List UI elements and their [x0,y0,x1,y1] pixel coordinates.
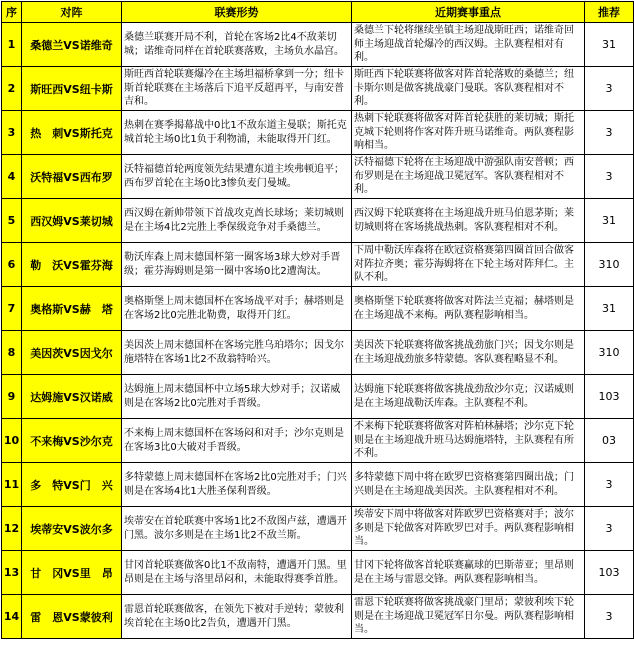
table-row [2,375,634,419]
row-focus [352,199,585,243]
row-rec: 103 [585,551,634,595]
table-row [2,111,634,155]
row-match: 奥格斯VS赫 塔 [22,287,122,331]
row-focus [352,375,585,419]
row-form [122,551,352,595]
row-form [122,111,352,155]
row-rec: 3 [585,507,634,551]
row-focus-text: 不来梅下轮联赛将做客对阵柏林赫塔；沙尔克下轮则是在主场迎战升班马达姆施塔特，主队赛程有所不利。 [354,421,574,460]
row-seq: 5 [2,199,22,243]
row-form-text: 热刺在赛季揭幕战中0比1不敌东道主曼联；斯托克城首轮主场0比1负于利物浦，未能取得开门红。 [124,119,347,145]
row-match: 西汉姆VS莱切城 [22,199,122,243]
table-header-row [2,2,634,23]
row-seq: 6 [2,243,22,287]
row-seq: 14 [2,595,22,639]
row-focus-text: 埃蒂安下周中将做客对阵欧罗巴资格赛对手；波尔多则是下轮做客对阵欧罗巴对手。两队赛程影响相当。 [354,509,574,548]
row-form [122,287,352,331]
row-match: 斯旺西VS纽卡斯 [22,67,122,111]
row-form [122,331,352,375]
row-form-text: 多特蒙德上周末德国杯在客场2比0完胜对手；门兴则是在客场4比1大胜圣保利晋级。 [124,471,347,497]
row-match: 甘 冈VS里 昂 [22,551,122,595]
row-form [122,375,352,419]
row-form-text: 美因茨上周末德国杯在客场完胜乌珀塔尔；因戈尔施塔特在客场1比2不敌翁特哈兴。 [124,339,344,365]
row-focus-text: 达姆施下轮联赛将做客挑战劲敌沙尔克；汉诺威则是在主场迎战勒沃库森。主队赛程不利。 [354,383,574,409]
row-rec: 31 [585,287,634,331]
row-focus [352,67,585,111]
row-seq: 11 [2,463,22,507]
row-focus-text: 斯旺西下轮联赛将做客对阵首轮落败的桑德兰；纽卡斯尔则是做客挑战豪门曼联。客队赛程相对不利。 [354,69,574,108]
row-rec: 3 [585,155,634,199]
row-focus-text: 多特蒙德下周中将在欧罗巴资格赛第四圈出战；门兴则是在主场迎战美因茨。主队赛程相对不利。 [354,471,574,497]
row-form-text: 桑德兰联赛开局不利，首轮在客场2比4不敌莱切城；诺维奇同样在首轮联赛落败，主场负水晶宫。 [124,31,344,57]
row-rec: 03 [585,419,634,463]
row-seq: 7 [2,287,22,331]
row-form-text: 奥格斯堡上周末德国杯在客场战平对手；赫塔则是在客场2比0完胜北勒费，取得开门红。 [124,295,344,321]
row-form-text: 甘冈首轮联赛做客0比1不敌南特，遭遇开门黑。里昂则是在主场与洛里昂闷和，未能取得赛季首胜。 [124,559,347,585]
row-form [122,463,352,507]
row-match: 雷 恩VS蒙彼利 [22,595,122,639]
row-seq: 9 [2,375,22,419]
header-form: 联赛形势 [122,2,352,23]
row-form-text: 沃特福德首轮两度领先结果遭东道主埃弗顿追平；西布罗首轮在主场0比3惨负麦门曼城。 [124,163,344,189]
row-focus [352,287,585,331]
row-rec: 31 [585,199,634,243]
row-seq: 4 [2,155,22,199]
row-form-text: 西汉姆在新帅带领下首战攻克酋长球场；莱切城则是在主场4比2完胜上季保级竞争对手桑德兰。 [124,207,344,233]
row-form [122,199,352,243]
row-form [122,243,352,287]
row-focus [352,595,585,639]
row-focus [352,419,585,463]
table-row [2,287,634,331]
row-rec: 103 [585,375,634,419]
row-form [122,155,352,199]
row-form-text: 勒沃库森上周末德国杯第一圈客场3球大炒对手晋级；霍芬海姆则是第一圈中客场0比2遭淘汰。 [124,251,341,277]
row-seq: 8 [2,331,22,375]
row-focus-text: 美因茨下轮联赛将做客挑战劲旅门兴；因戈尔则是在主场迎战劲旅多特蒙德。客队赛程略显不利。 [354,339,574,365]
table-row [2,551,634,595]
table-row [2,67,634,111]
row-focus [352,23,585,67]
row-rec: 310 [585,243,634,287]
row-seq: 3 [2,111,22,155]
row-match: 勒 沃VS霍芬海 [22,243,122,287]
row-match: 桑德兰VS诺维奇 [22,23,122,67]
row-focus-text: 下周中勒沃库森将在欧冠资格赛第四圈首回合做客对阵拉齐奥；霍芬海姆将在下轮主场对阵拜仁。主队不利。 [354,245,574,284]
row-form [122,507,352,551]
row-focus-text: 雷恩下轮联赛将做客挑战豪门里昂；蒙彼利埃下轮则是在主场迎战卫冕冠军日尔曼。两队赛程影响相当。 [354,597,574,636]
row-form-text: 达姆施上周末德国杯中立场5球大炒对手；汉诺威则是在客场2比0完胜对手晋级。 [124,383,341,409]
row-focus-text: 桑德兰下轮将继续坐镇主场迎战斯旺西；诺维奇回师主场迎战首轮爆冷的西汉姆。主队赛程相对有利。 [354,25,574,64]
row-match: 沃特福VS西布罗 [22,155,122,199]
row-form [122,67,352,111]
row-form-text: 斯旺西首轮联赛爆冷在主场坦福桥拿到一分；纽卡斯首轮联赛在主场落后下追平反超再平，与南安普吉和。 [124,69,344,108]
table-body [2,23,634,639]
header-seq: 序 [2,2,22,23]
row-rec: 3 [585,595,634,639]
header-focus: 近期赛事重点 [352,2,585,23]
row-form-text: 雷恩首轮联赛做客，在领先下被对手逆转；蒙彼利埃首轮在主场0比2告负，遭遇开门黑。 [124,603,344,629]
match-table [1,1,634,639]
row-form [122,595,352,639]
row-rec: 3 [585,111,634,155]
row-seq: 10 [2,419,22,463]
row-focus [352,507,585,551]
row-focus [352,155,585,199]
row-focus [352,463,585,507]
row-seq: 12 [2,507,22,551]
header-rec: 推荐 [585,2,634,23]
row-focus [352,243,585,287]
row-focus [352,551,585,595]
row-seq: 13 [2,551,22,595]
table-row [2,243,634,287]
row-focus-text: 热刺下轮联赛将做客对阵首轮获胜的莱切城；斯托克城下轮则将作客对阵升班马诺维奇。两队赛程影响相当。 [354,113,574,152]
row-focus-text: 西汉姆下轮联赛将在主场迎战升班马伯恩茅斯；莱切城则将在客场挑战热刺。客队赛程相对不利。 [354,207,574,233]
row-rec: 3 [585,67,634,111]
row-rec: 310 [585,331,634,375]
row-form [122,23,352,67]
row-rec: 31 [585,23,634,67]
row-match: 埃蒂安VS波尔多 [22,507,122,551]
row-match: 多 特VS门 兴 [22,463,122,507]
row-form-text: 不来梅上周末德国杯在客场闷和对手；沙尔克则是在客场3比0大破对手晋级。 [124,427,344,453]
table-row [2,155,634,199]
table-row [2,331,634,375]
row-focus [352,111,585,155]
row-focus-text: 奥格斯堡下轮联赛将做客对阵法兰克福；赫塔则是在主场迎战不来梅。两队赛程影响相当。 [354,295,574,321]
row-focus-text: 沃特福德下轮将在主场迎战中游强队南安普顿；西布罗则是在主场迎战卫冕冠军。客队赛程相对不利。 [354,157,574,196]
row-focus [352,331,585,375]
table-row [2,507,634,551]
row-seq: 2 [2,67,22,111]
row-focus-text: 甘冈下轮将做客首轮联赛赢球的巴斯蒂亚；里昂则是在主场与雷恩交锋。两队赛程影响相当。 [354,559,574,585]
table-row [2,23,634,67]
row-match: 不来梅VS沙尔克 [22,419,122,463]
row-match: 达姆施VS汉诺威 [22,375,122,419]
row-match: 热 刺VS斯托克 [22,111,122,155]
table-row [2,419,634,463]
row-seq: 1 [2,23,22,67]
table-row [2,199,634,243]
row-form-text: 埃蒂安在首轮联赛中客场1比2不敌图卢兹，遭遇开门黑。波尔多则是在主场1比2不敌兰斯。 [124,515,347,541]
table-row [2,463,634,507]
row-form [122,419,352,463]
row-match: 美因茨VS因戈尔 [22,331,122,375]
table-row [2,595,634,639]
row-rec: 3 [585,463,634,507]
header-match: 对阵 [22,2,122,23]
